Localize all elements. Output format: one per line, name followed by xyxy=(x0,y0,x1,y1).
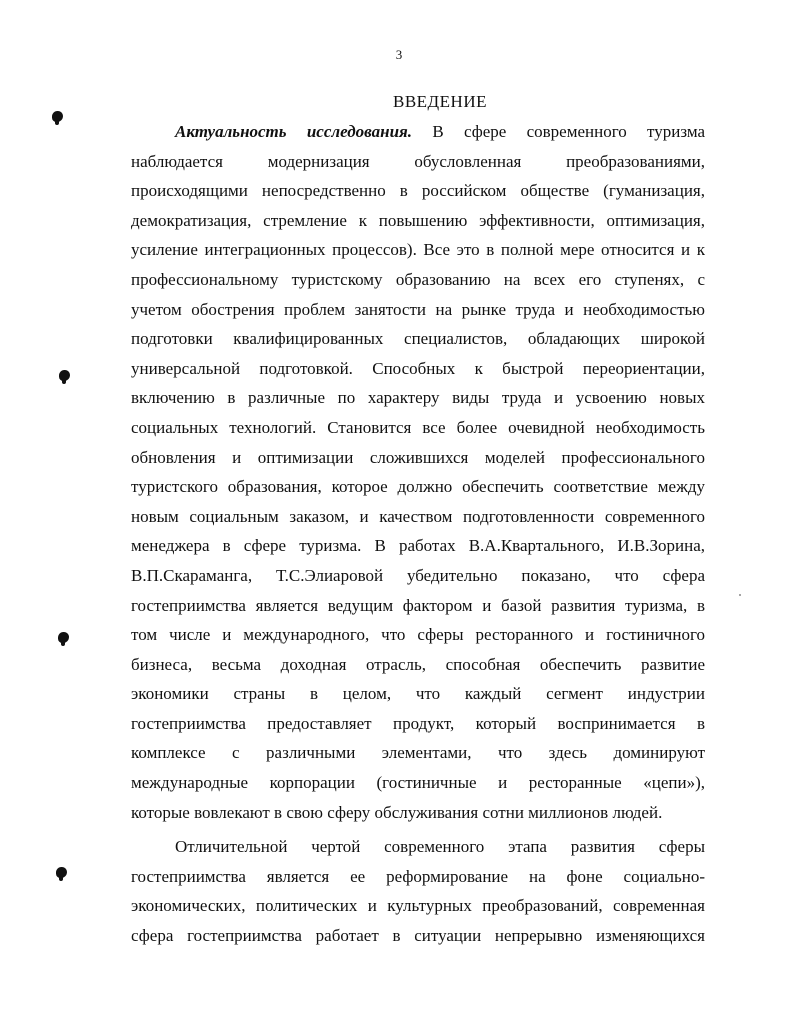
paragraph-line: происходящими непосредственно в российском обществе (гуманизация, xyxy=(131,181,705,201)
scan-speck xyxy=(739,594,741,596)
paragraph-line: учетом обострения проблем занятости на рынке труда и необходимостью xyxy=(131,299,705,319)
paragraph-line: обновления и оптимизации сложившихся моделей профессионального xyxy=(131,447,705,467)
binding-hole-mark xyxy=(58,632,69,643)
paragraph-line: гостеприимства является ведущим фактором и базой развития туризма, в xyxy=(131,595,705,615)
binding-hole-mark xyxy=(59,370,70,381)
paragraph-line: В.П.Скараманга, Т.С.Элиаровой убедительно показано, что сфера xyxy=(131,565,705,585)
paragraph-line: универсальной подготовкой. Способных к быстрой переориентации, xyxy=(131,358,705,378)
paragraph-line: подготовки квалифицированных специалистов, обладающих широкой xyxy=(131,329,705,349)
paragraph-line: гостеприимства является ее реформирование на фоне социально- xyxy=(131,866,705,886)
paragraph-line: том числе и международного, что сферы ресторанного и гостиничного xyxy=(131,625,705,645)
paragraph-line: экономических, политических и культурных преобразований, современная xyxy=(131,896,705,916)
section-heading: ВВЕДЕНИЕ xyxy=(393,92,487,111)
paragraph-line: туристского образования, которое должно обеспечить соответствие между xyxy=(131,477,705,497)
paragraph-line: демократизация, стремление к повышению эффективности, оптимизация, xyxy=(131,210,705,230)
paragraph-line: экономики страны в целом, что каждый сегмент индустрии xyxy=(131,684,705,704)
paragraph-distinctive-feature xyxy=(131,832,705,950)
paragraph-line: сфера гостеприимства работает в ситуации непрерывно изменяющихся xyxy=(131,925,705,945)
paragraph-line: гостеприимства предоставляет продукт, который воспринимается в xyxy=(131,713,705,733)
lead-in-phrase: Актуальность исследования. xyxy=(175,122,413,141)
paragraph-line: международные корпорации (гостиничные и ресторанные «цепи»), xyxy=(131,773,705,793)
paragraph-line: Отличительной чертой современного этапа развития сферы xyxy=(175,837,705,856)
paragraph-line-text: В сфере современного туризма xyxy=(412,122,706,141)
paragraph-line: профессиональному туристскому образованию на всех его ступенях, с xyxy=(131,269,705,289)
binding-hole-mark xyxy=(52,111,63,122)
paragraph-line: социальных технологий. Становится все более очевидной необходимость xyxy=(131,417,705,437)
paragraph-line: усиление интеграционных процессов). Все это в полной мере относится и к xyxy=(131,240,705,260)
paragraph-line: менеджера в сфере туризма. В работах В.А.Квартального, И.В.Зорина, xyxy=(131,536,705,556)
paragraph-relevance xyxy=(131,117,705,827)
paragraph-line xyxy=(131,117,705,147)
binding-hole-mark xyxy=(56,867,67,878)
page-number: 3 xyxy=(395,47,403,62)
paragraph-line: наблюдается модернизация обусловленная преобразованиями, xyxy=(131,151,705,171)
paragraph-line: которые вовлекают в свою сферу обслуживания сотни миллионов людей. xyxy=(131,802,663,822)
paragraph-line: новым социальным заказом, и качеством подготовленности современного xyxy=(131,506,705,526)
paragraph-line: бизнеса, весьма доходная отрасль, способная обеспечить развитие xyxy=(131,654,705,674)
paragraph-line: включению в различные по характеру виды труда и усвоению новых xyxy=(131,388,705,408)
paragraph-line: комплексе с различными элементами, что здесь доминируют xyxy=(131,743,705,763)
